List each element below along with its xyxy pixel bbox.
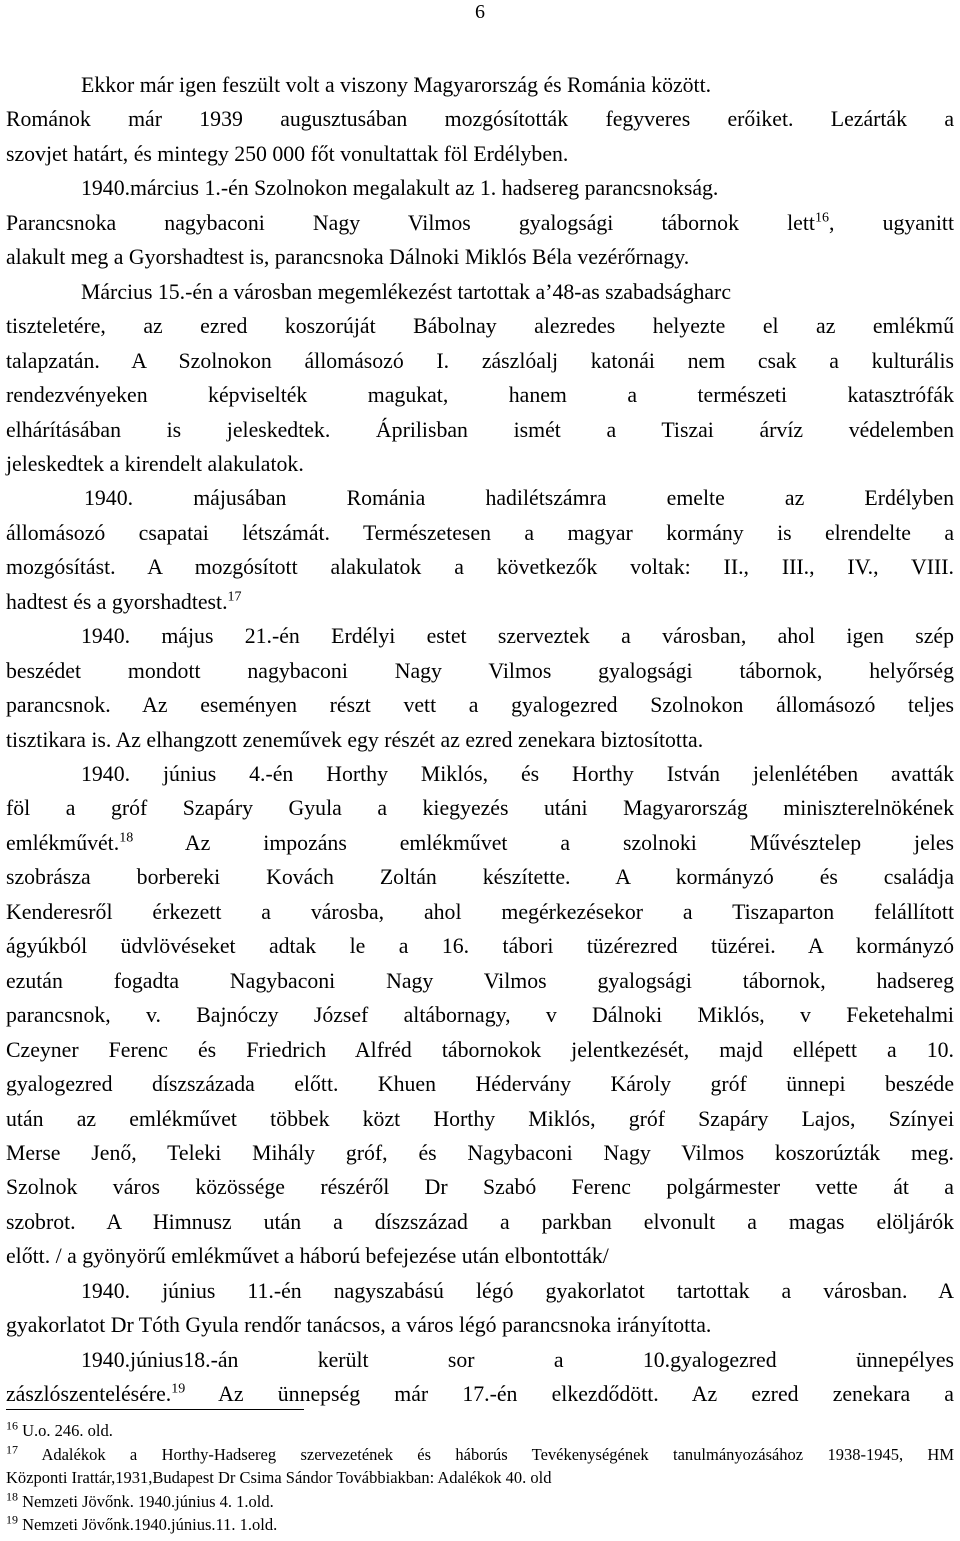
text-line [6,1239,954,1273]
line-text: gyakorlatot Dr Tóth Gyula rendőr tanácsos, a város légó parancsnoka irányította. [6,1313,712,1338]
footnote-number: 16 [6,1418,18,1433]
text-line [6,860,954,894]
text-line [6,1274,954,1308]
footnote-reference[interactable]: 19 [171,1381,186,1397]
line-text: Szolnok város közössége részéről Dr Szabó Ferenc polgármester vette át a [6,1175,954,1200]
text-line [6,964,954,998]
text-line [6,378,954,412]
text-line [6,68,954,102]
line-text: után az emlékművet többek közt Horthy Miklós, gróf Szapáry Lajos, Színyei [6,1106,954,1131]
text-line [6,137,954,171]
text-line [6,1102,954,1136]
footnote-reference[interactable]: 18 [119,830,134,846]
text-line [6,413,954,447]
text-line [6,895,954,929]
text-line [6,1136,954,1170]
line-text: szovjet határt, és mintegy 250 000 főt vonultattak föl Erdélyben. [6,141,569,166]
line-text: elhárításában is jeleskedtek. Áprilisban ismét a Tiszai árvíz védelemben [6,417,954,442]
text-line [6,929,954,963]
footnote [6,1467,954,1489]
text-line [6,1067,954,1101]
line-text: 1940.június18.-án került sor a 10.gyalogezred ünnepélyes [81,1347,954,1372]
text-line [6,1205,954,1239]
footnote [6,1491,954,1513]
line-text-after-reference: , ugyanitt [828,210,954,235]
line-text: zászlószentelésére. [6,1382,172,1407]
text-line [6,791,954,825]
text-line [6,688,954,722]
line-text: tiszteletére, az ezred koszorúját Bábolnay alezredes helyezte el az emlékmű [6,314,954,339]
text-line [6,275,954,309]
footnote [6,1444,954,1466]
text-line [6,723,954,757]
footnote-number: 17 [6,1442,18,1456]
text-line [6,240,954,274]
line-text: 1940.március 1.-én Szolnokon megalakult az 1. hadsereg parancsnokság. [81,176,719,201]
line-text: szobrásza borbereki Kovách Zoltán készítette. A kormányzó és családja [6,865,954,890]
text-line [6,102,954,136]
text-line [6,1377,954,1411]
line-text: állomásozó csapatai létszámát. Természetesen a magyar kormány is elrendelte a [6,520,954,545]
line-text: mozgósítást. A mozgósított alakulatok a következők voltak: II., III., IV., VIII. [6,555,954,580]
text-line [6,344,954,378]
text-line [6,1170,954,1204]
text-line [6,550,954,584]
line-text: Románok már 1939 augusztusában mozgósították fegyveres erőiket. Lezárták a [6,107,954,132]
line-text: föl a gróf Szapáry Gyula a kiegyezés utáni Magyarország miniszterelnökének [6,796,954,821]
line-text: talapzatán. A Szolnokon állomásozó I. zászlóalj katonái nem csak a kulturális [6,348,954,373]
line-text: jeleskedtek a kirendelt alakulatok. [6,451,304,476]
footnote-text: Nemzeti Jövőnk. 1940.június 4. 1.old. [22,1491,274,1511]
line-text: parancsnok. Az eseményen részt vett a gyalogezred Szolnokon állomásozó teljes [6,693,954,718]
line-text: Merse Jenő, Teleki Mihály gróf, és Nagybaconi Nagy Vilmos koszorúzták meg. [6,1140,954,1165]
line-text: Ekkor már igen feszült volt a viszony Magyarország és Románia között. [81,73,712,97]
text-line [6,171,954,205]
text-line [6,654,954,688]
text-line [6,757,954,791]
text-line [6,826,954,860]
line-text: Czeyner Ferenc és Friedrich Alfréd tábornokok jelentkezését, majd ellépett a 10. [6,1037,954,1062]
page-number: 6 [475,1,485,23]
text-line [6,309,954,343]
line-text: emlékművét. [6,830,120,855]
line-text: gyalogezred díszszázada előtt. Khuen Hédervány Károly gróf ünnepi beszéde [6,1072,954,1097]
line-text: 1940. június 11.-én nagyszabású légó gyakorlatot tartottak a városban. A [81,1278,954,1303]
footnote-number: 18 [6,1489,18,1503]
line-text: alakult meg a Gyorshadtest is, parancsnoka Dálnoki Miklós Béla vezérőrnagy. [6,245,690,270]
line-text: Parancsnoka nagybaconi Nagy Vilmos gyalogsági tábornok lett [6,210,815,235]
line-text: 1940. májusában Románia hadilétszámra emelte az Erdélyben [84,486,954,511]
footnote-text: U.o. 246. old. [22,1421,113,1440]
text-line [6,481,954,515]
line-text: Március 15.-én a városban megemlékezést tartottak a’48-as szabadságharc [81,279,731,304]
footnote-reference[interactable]: 16 [814,210,829,226]
footnote [6,1420,954,1442]
line-text: 1940. május 21.-én Erdélyi estet szerveztek a városban, ahol igen szép [81,624,954,649]
text-line [6,585,954,619]
text-line [6,998,954,1032]
line-text: tisztikara is. Az elhangzott zeneművek egy részét az ezred zenekara biztosította. [6,727,704,752]
footnote-number: 19 [6,1512,18,1527]
line-text-after-reference: Az ünnepség már 17.-én elkezdődött. Az ezred zenekara a [185,1382,954,1407]
text-line [6,619,954,653]
line-text-after-reference: Az impozáns emlékművet a szolnoki Művésztelep jeles [133,830,954,855]
line-text: rendezvényeken képviselték magukat, hanem a természeti katasztrófák [6,383,954,408]
line-text: szobrot. A Himnusz után a díszszázad a parkban elvonult a magas elöljárók [6,1209,954,1234]
line-text: Kenderesről érkezett a városba, ahol megérkezésekor a Tiszaparton felállított [6,899,954,924]
line-text: parancsnok, v. Bajnóczy József altábornagy, v Dálnoki Miklós, v Feketehalmi [6,1003,954,1028]
footnote-text: Központi Irattár,1931,Budapest Dr Csima Sándor Továbbiakban: Adalékok 40. old [6,1468,552,1487]
text-line [6,1343,954,1377]
footnote [6,1514,954,1536]
line-text: ezután fogadta Nagybaconi Nagy Vilmos gyalogsági tábornok, hadsereg [6,968,954,993]
footnote-reference[interactable]: 17 [227,589,242,605]
line-text: hadtest és a gyorshadtest. [6,589,228,614]
footnote-text: Adalékok a Horthy-Hadsereg szervezetének és háborús Tevékenységének tanulmányozásához 1938-1945, HM [41,1444,955,1464]
text-line [6,206,954,240]
line-text: beszédet mondott nagybaconi Nagy Vilmos gyalogsági tábornok, helyőrség [6,658,954,683]
text-line [6,516,954,550]
line-text: 1940. június 4.-én Horthy Miklós, és Horthy István jelenlétében avatták [81,762,954,786]
footnote-separator [6,1409,304,1410]
text-line [6,1308,954,1342]
footnote-text: Nemzeti Jövőnk.1940.június.11. 1.old. [22,1515,278,1534]
text-line [6,1033,954,1067]
line-text: előtt. / a gyönyörű emlékművet a háború befejezése után elbontották/ [6,1244,609,1269]
line-text: ágyúkból üdvlövéseket adtak le a 16. tábori tüzérezred tüzérei. A kormányzó [6,934,954,959]
text-line [6,447,954,481]
